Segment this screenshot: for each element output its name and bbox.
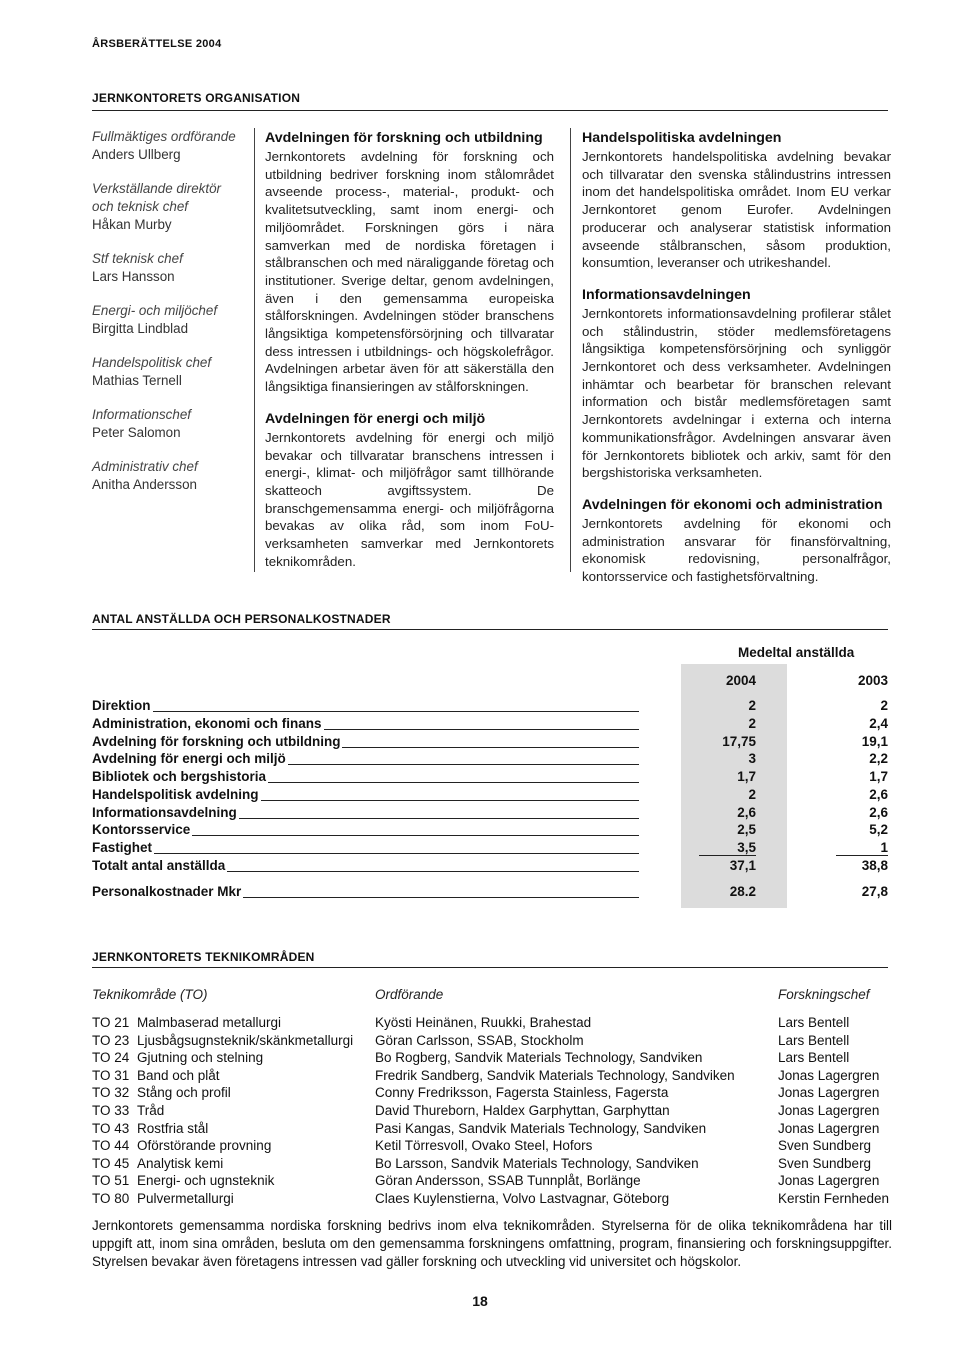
tech-section-title: JERNKONTORETS TEKNIKOMRÅDEN <box>92 950 315 964</box>
column-divider <box>570 128 571 572</box>
value-2004: 3,5 <box>737 840 756 855</box>
row-label: Administration, ekonomi och finans <box>92 716 322 731</box>
tech-chief: Jonas Lagergren <box>778 1173 880 1189</box>
total-row <box>92 858 888 876</box>
year-2003-header: 2003 <box>857 673 888 688</box>
org-divider <box>92 110 888 111</box>
leader-name: Anitha Andersson <box>92 477 197 492</box>
row-label: Informationsavdelning <box>92 805 237 820</box>
table-row <box>92 769 888 787</box>
leader-name: Peter Salomon <box>92 425 181 440</box>
page-number: 18 <box>472 1293 488 1309</box>
dept-heading: Handelspolitiska avdelningen <box>582 130 782 146</box>
tech-chair: Göran Carlsson, SSAB, Stockholm <box>375 1032 584 1048</box>
value-2003: 38,8 <box>861 858 888 873</box>
leader-item <box>92 406 242 442</box>
tech-area: Tråd <box>137 1102 165 1118</box>
tech-chief: Sven Sundberg <box>778 1138 872 1154</box>
value-2004: 2,6 <box>737 805 756 820</box>
tech-chief: Lars Bentell <box>778 1032 850 1048</box>
year-2004-header: 2004 <box>725 673 756 688</box>
tech-code: TO 80 <box>92 1190 130 1206</box>
row-label: Avdelning för energi och miljö <box>92 751 286 766</box>
value-2003: 2,4 <box>869 716 888 731</box>
tech-chief: Lars Bentell <box>778 1015 850 1030</box>
leader-role: Verkställande direktör och teknisk chef <box>92 181 222 214</box>
tech-area: Rostfria stål <box>137 1120 209 1136</box>
leader-role: Informationschef <box>92 407 191 422</box>
tech-chief: Jonas Lagergren <box>778 1067 880 1083</box>
value-2004: 3 <box>748 751 756 766</box>
value-2003: 1 <box>880 840 888 855</box>
row-leader-line <box>92 853 639 854</box>
leadership-list <box>92 128 242 510</box>
dept-text: Jernkontorets avdelning för energi och miljö bevakar och tillvaratar branschens intressen i energi-, klimat- och miljöfrågor samt tillhörande skatteoch avgiftssystem. De branschgemensamma energi- och miljöfrågorna bevakas av olika råd, som inom FoU-verksamheten samverkar med Jernkontorets teknikområden. <box>265 429 554 569</box>
value-2003: 19,1 <box>861 734 888 749</box>
tech-header-chief: Forskningschef <box>778 987 870 1002</box>
leader-item <box>92 302 242 338</box>
table-row <box>92 734 888 752</box>
org-column-right <box>582 129 891 586</box>
row-label: Totalt antal anställda <box>92 858 226 873</box>
value-2004: 37,1 <box>729 858 756 873</box>
dept-text: Jernkontorets informationsavdelning profilerar stålet och stålindustrin, stöder medlemsföretagens långsiktiga kompetensförsörjning och synliggör Jernkontoret och dess verksamheter. Avdelningen inhämtar och bearbetar för branschen relevant information och bistår medlemsföretagen samt Jernkontorets avdelningar i externa och interna kommunikationsfrågor. Avdelningen ansvarar även för Jernkontorets bibliotek och arkiv, samt för den bergshistoriska verksamheten. <box>582 305 891 481</box>
value-2003: 1,7 <box>869 769 888 784</box>
leader-name: Lars Hansson <box>92 269 175 284</box>
leader-item <box>92 354 242 390</box>
leader-name: Birgitta Lindblad <box>92 321 189 336</box>
tech-code: TO 33 <box>92 1102 130 1118</box>
tech-divider <box>92 967 888 968</box>
tech-header-area: Teknikområde (TO) <box>92 987 208 1002</box>
leader-role: Stf teknisk chef <box>92 251 183 266</box>
leader-item <box>92 180 242 234</box>
tech-chief: Jonas Lagergren <box>778 1085 880 1101</box>
table-row <box>92 840 888 858</box>
leader-role: Energi- och miljöchef <box>92 303 218 318</box>
tech-chief: Sven Sundberg <box>778 1155 872 1171</box>
tech-chair: Fredrik Sandberg, Sandvik Materials Technology, Sandviken <box>375 1067 735 1083</box>
value-2004: 2 <box>748 787 756 802</box>
report-header: ÅRSBERÄTTELSE 2004 <box>92 38 222 50</box>
leader-role: Handelspolitisk chef <box>92 355 212 370</box>
tech-chief: Lars Bentell <box>778 1050 850 1066</box>
tech-code: TO 31 <box>92 1067 130 1083</box>
cost-row <box>92 884 888 902</box>
value-2003: 2 <box>880 698 888 713</box>
tech-chair: Conny Fredriksson, Fagersta Stainless, Fagersta <box>375 1085 669 1101</box>
leader-item <box>92 128 242 164</box>
tech-area: Band och plåt <box>137 1067 220 1083</box>
tech-chief: Jonas Lagergren <box>778 1120 880 1136</box>
tech-chief-column <box>778 1014 889 1208</box>
tech-chief: Jonas Lagergren <box>778 1102 880 1118</box>
tech-code-column <box>92 1014 129 1208</box>
tech-area: Oförstörande provning <box>137 1138 272 1154</box>
dept-text: Jernkontorets avdelning för forskning och utbildning bedriver forskning inom stålområdet avseende process-, material-, produkt- och kvalitetsutveckling, samt inom energi- och miljöområdet. Forskningen görs i nära samverkan med de nordiska företagen i stålbranschen och med näraliggande företag och institutioner. Sverige deltar, genom avdelningen, även i den gemensamma europeiska stålforskningen. Avdelningen stöder branschens långsiktiga kompetensförsörjning och tillvaratar dess intressen i utbildnings- och högskolefrågor. Avdelningen arbetar även för att säkerställa den långsiktiga finansieringen av stålforskningen. <box>265 149 554 395</box>
tech-area: Stång och profil <box>137 1085 231 1101</box>
value-2003: 2,6 <box>869 805 888 820</box>
leader-item <box>92 458 242 494</box>
value-2003: 2,6 <box>869 787 888 802</box>
leader-name: Mathias Ternell <box>92 373 182 388</box>
tech-code: TO 51 <box>92 1173 130 1189</box>
value-2004: 2 <box>748 716 756 731</box>
tech-area-column <box>137 1014 353 1208</box>
tech-chair: Claes Kuylenstierna, Volvo Lastvagnar, Göteborg <box>375 1190 670 1206</box>
tech-code: TO 45 <box>92 1155 130 1171</box>
value-2004: 2 <box>748 698 756 713</box>
tech-header-chair: Ordförande <box>375 987 444 1002</box>
leader-item <box>92 250 242 286</box>
dept-heading: Avdelningen för energi och miljö <box>265 410 486 427</box>
tech-chair: Bo Rogberg, Sandvik Materials Technology, Sandviken <box>375 1050 703 1066</box>
tech-area: Analytisk kemi <box>137 1155 224 1171</box>
sum-line-2003 <box>836 855 888 856</box>
tech-code: TO 21 <box>92 1015 130 1030</box>
tech-chief: Kerstin Fernheden <box>778 1190 890 1206</box>
tech-code: TO 44 <box>92 1138 130 1154</box>
value-2004: 2,5 <box>737 822 756 837</box>
dept-heading: Avdelningen för ekonomi och administration <box>582 496 883 513</box>
leader-name: Håkan Murby <box>92 217 172 232</box>
tech-chair: Ketil Törresvoll, Ovako Steel, Hofors <box>375 1138 593 1154</box>
sum-line-2004 <box>699 855 756 856</box>
tech-area: Pulvermetallurgi <box>137 1190 234 1206</box>
tech-chair: Bo Larsson, Sandvik Materials Technology, Sandviken <box>375 1155 699 1171</box>
org-section-title: JERNKONTORETS ORGANISATION <box>92 91 301 105</box>
tech-code: TO 32 <box>92 1085 130 1101</box>
row-leader-line <box>92 711 639 712</box>
value-2003: 5,2 <box>869 822 888 837</box>
value-2004: 1,7 <box>737 769 756 784</box>
row-label: Direktion <box>92 698 151 713</box>
value-2003: 2,2 <box>869 751 888 766</box>
leader-name: Anders Ullberg <box>92 147 181 162</box>
tech-area: Energi- och ugnsteknik <box>137 1173 275 1189</box>
tech-code: TO 23 <box>92 1032 130 1048</box>
dept-heading: Avdelningen för forskning och utbildning <box>265 130 543 146</box>
dept-text: Jernkontorets avdelning för ekonomi och administration ansvarar för finansförvaltning, ekonomisk redovisning, personalfrågor, kontorsservice och fastighetsförvaltning. <box>582 515 891 585</box>
tech-code: TO 24 <box>92 1050 130 1066</box>
column-divider <box>254 128 255 572</box>
value-2004: 17,75 <box>722 734 756 749</box>
tech-chair: Kyösti Heinänen, Ruukki, Brahestad <box>375 1015 592 1030</box>
staff-section-title: ANTAL ANSTÄLLDA OCH PERSONALKOSTNADER <box>92 612 391 626</box>
tech-footnote: Jernkontorets gemensamma nordiska forskning bedrivs inom elva teknikområden. Styrelserna för de olika teknikområdena har till uppgift att, inom sina områden, besluta om den gemensamma forskningens omfattning, program, finansiering och forskningsuppgifter. Styrelsen bevakar även företagens intressen vad gäller forskning och utveckling vid universitet och högskolor. <box>92 1218 892 1269</box>
tech-area: Gjutning och stelning <box>137 1050 264 1066</box>
leader-role: Administrativ chef <box>92 459 198 474</box>
value-2004: 28.2 <box>729 884 756 899</box>
row-label: Handelspolitisk avdelning <box>92 787 259 802</box>
row-label: Avdelning för forskning och utbildning <box>92 734 341 749</box>
table-row <box>92 716 888 734</box>
tech-chair-column <box>375 1014 735 1208</box>
dept-heading: Informationsavdelningen <box>582 286 751 303</box>
org-column-middle <box>265 129 554 570</box>
table-row <box>92 822 888 840</box>
table-row <box>92 787 888 805</box>
tech-chair: Göran Andersson, SSAB Tunnplåt, Borlänge <box>375 1173 641 1189</box>
table-row <box>92 751 888 769</box>
tech-area: Ljusbågsugnsteknik/skänkmetallurgi <box>137 1032 354 1048</box>
tech-chair: Pasi Kangas, Sandvik Materials Technology, Sandviken <box>375 1120 707 1136</box>
row-label: Personalkostnader Mkr <box>92 884 242 899</box>
staff-group-header: Medeltal anställda <box>738 645 855 660</box>
row-label: Bibliotek och bergshistoria <box>92 769 267 784</box>
row-label: Kontorsservice <box>92 822 191 837</box>
table-row <box>92 698 888 716</box>
tech-chair: David Thureborn, Haldex Garphyttan, Garphyttan <box>375 1102 670 1118</box>
tech-code: TO 43 <box>92 1120 130 1136</box>
table-row <box>92 805 888 823</box>
tech-area: Malmbaserad metallurgi <box>137 1015 282 1030</box>
staff-divider <box>92 629 888 630</box>
leader-role: Fullmäktiges ordförande <box>92 129 236 144</box>
row-label: Fastighet <box>92 840 153 855</box>
dept-text: Jernkontorets handelspolitiska avdelning bevakar och tillvaratar den svenska stålindustrins intressen inom det handelspolitiska området. Inom EU verkar Jernkontoret genom Eurofer. Avdelningen producerar och analyserar statistisk information avseende stålbranschen, såsom produktion, konsumtion, leveranser och utrikeshandel. <box>582 149 891 271</box>
value-2003: 27,8 <box>861 884 888 899</box>
